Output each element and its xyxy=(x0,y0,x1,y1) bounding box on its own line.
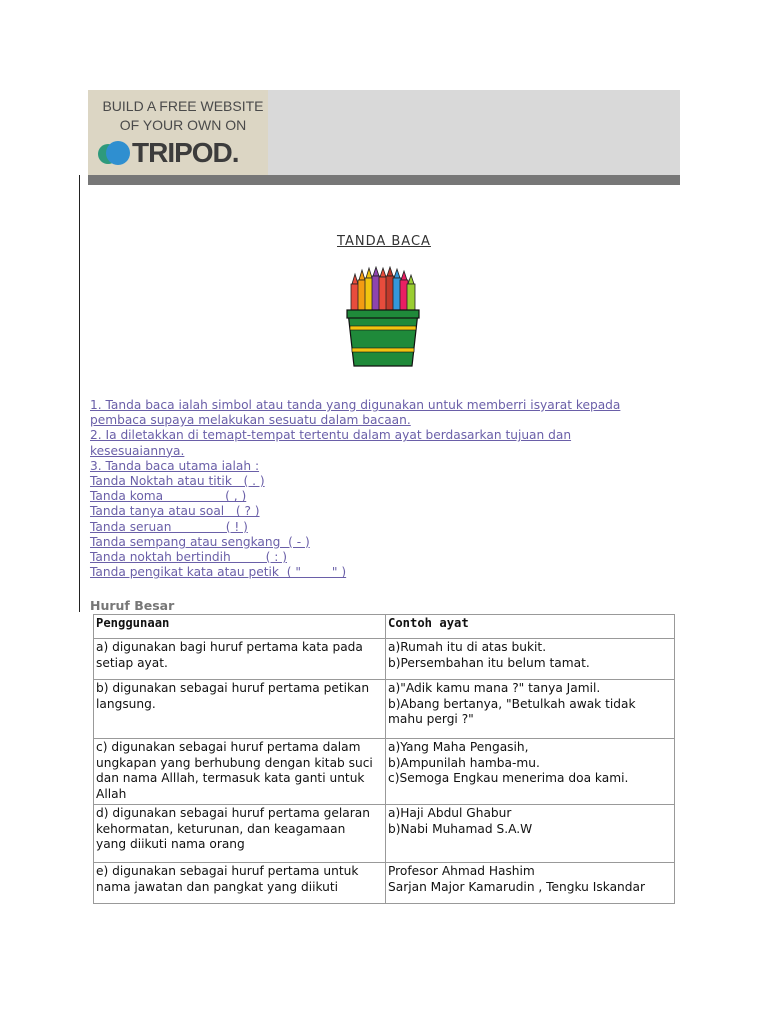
ad-headline: BUILD A FREE WEBSITE xyxy=(102,98,264,114)
table-row xyxy=(94,639,675,680)
usage-cell xyxy=(94,805,386,863)
punctuation-item: Tanda tanya atau soal ( ? ) xyxy=(90,504,260,519)
section-title: Huruf Besar xyxy=(90,598,175,613)
table-row xyxy=(94,805,675,863)
intro-text xyxy=(90,398,680,580)
cell-text: nama jawatan dan pangkat yang diikuti xyxy=(96,879,339,894)
crayon-box-illustration xyxy=(344,266,422,368)
tripod-ad-banner[interactable] xyxy=(88,90,268,175)
cell-text: langsung. xyxy=(96,696,156,711)
example-cell xyxy=(386,639,675,680)
cell-text: b)Abang bertanya, "Betulkah awak tidak xyxy=(388,696,636,711)
cell-text: b)Nabi Muhamad S.A.W xyxy=(388,821,533,836)
punctuation-item: Tanda Noktah atau titik ( . ) xyxy=(90,474,265,489)
cell-text: c)Semoga Engkau menerima doa kami. xyxy=(388,771,629,785)
cell-text: b) digunakan sebagai huruf pertama petikan xyxy=(96,681,370,695)
intro-line: 2. Ia diletakkan di temapt-tempat tertentu dalam ayat berdasarkan tujuan dan xyxy=(90,428,572,443)
punctuation-item: Tanda seruan ( ! ) xyxy=(90,519,248,534)
cell-text: Allah xyxy=(96,786,127,801)
page-title: TANDA BACA xyxy=(337,234,431,249)
column-header: Penggunaan xyxy=(94,615,386,639)
cell-text: a)Rumah itu di atas bukit. xyxy=(388,640,547,654)
cell-text: d) digunakan sebagai huruf pertama gelaran xyxy=(96,806,370,820)
cell-text: c) digunakan sebagai huruf pertama dalam xyxy=(96,740,361,754)
usage-cell xyxy=(94,680,386,739)
tripod-brand-text: TRIPOD. xyxy=(132,137,239,168)
punctuation-item: Tanda noktah bertindih ( : ) xyxy=(90,550,287,565)
intro-line: pembaca supaya melakukan sesuatu dalam bacaan. xyxy=(90,413,411,428)
usage-cell xyxy=(94,863,386,904)
cell-text: Profesor Ahmad Hashim xyxy=(388,864,535,878)
cell-text: b)Persembahan itu belum tamat. xyxy=(388,655,590,670)
cell-text: kehormatan, keturunan, dan keagamaan xyxy=(96,821,346,836)
example-cell xyxy=(386,680,675,739)
usage-cell xyxy=(94,639,386,680)
intro-line: kesesuaiannya. xyxy=(90,443,185,458)
header-divider-bar xyxy=(88,175,680,185)
cell-text: a)Haji Abdul Ghabur xyxy=(388,806,512,820)
punctuation-item: Tanda sempang atau sengkang ( - ) xyxy=(90,534,310,549)
huruf-besar-table xyxy=(93,614,675,904)
example-cell xyxy=(386,739,675,805)
cell-text: b)Ampunilah hamba-mu. xyxy=(388,755,540,770)
table-row xyxy=(94,863,675,904)
table-row xyxy=(94,680,675,739)
cell-text: a)"Adik kamu mana ?" tanya Jamil. xyxy=(388,681,601,695)
cell-text: mahu pergi ?" xyxy=(388,712,474,726)
punctuation-item: Tanda pengikat kata atau petik ( " " ) xyxy=(90,565,347,580)
intro-line: 3. Tanda baca utama ialah : xyxy=(90,458,260,473)
column-header: Contoh ayat xyxy=(386,615,675,639)
example-cell xyxy=(386,805,675,863)
punctuation-item: Tanda koma ( , ) xyxy=(90,489,247,504)
cell-text: yang diikuti nama orang xyxy=(96,837,245,851)
table-header-row xyxy=(94,615,675,639)
cell-text: a) digunakan bagi huruf pertama kata pada xyxy=(96,640,363,654)
usage-cell xyxy=(94,739,386,805)
table-row xyxy=(94,739,675,805)
cell-text: a)Yang Maha Pengasih, xyxy=(388,740,529,754)
cell-text: Sarjan Major Kamarudin , Tengku Iskandar xyxy=(388,879,645,894)
cell-text: dan nama Alllah, termasuk kata ganti untuk xyxy=(96,771,365,785)
intro-line: 1. Tanda baca ialah simbol atau tanda yang digunakan untuk memberri isyarat kepada xyxy=(90,398,621,412)
cell-text: setiap ayat. xyxy=(96,655,168,670)
cell-text: e) digunakan sebagai huruf pertama untuk xyxy=(96,864,359,878)
ad-subheadline: OF YOUR OWN ON xyxy=(119,117,247,133)
tripod-logo-icon xyxy=(98,138,134,168)
example-cell xyxy=(386,863,675,904)
tripod-logo xyxy=(98,138,239,168)
cell-text: ungkapan yang berhubung dengan kitab suci xyxy=(96,755,373,770)
